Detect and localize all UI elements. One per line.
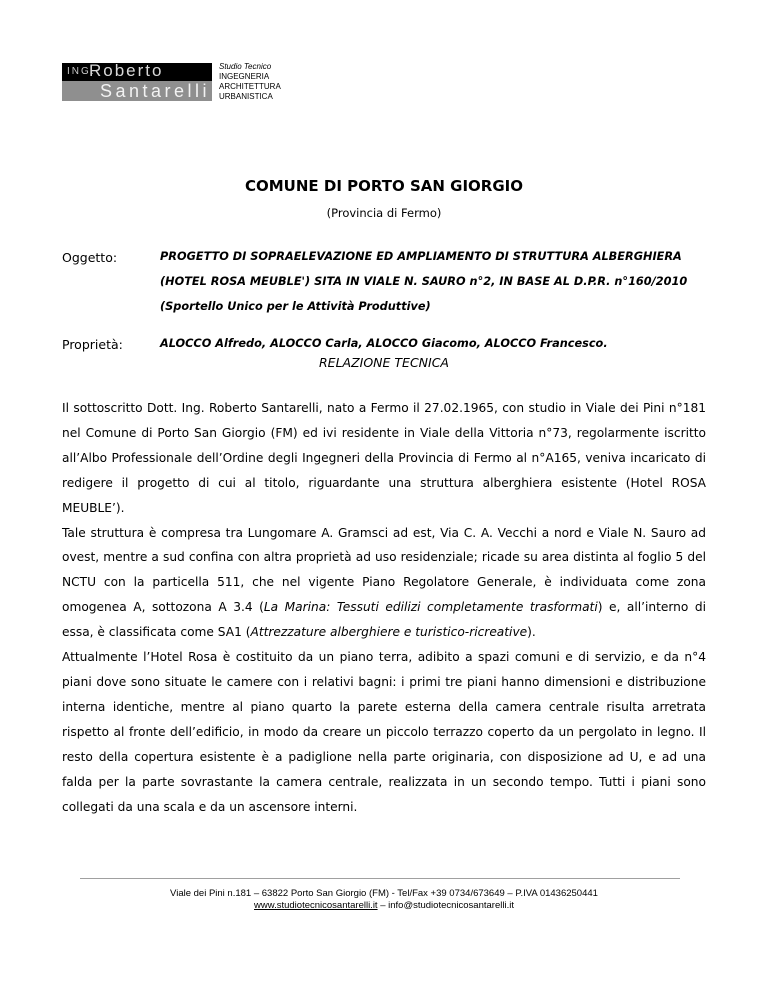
- oggetto-line: (HOTEL ROSA MEUBLE') SITA IN VIALE N. SAURO n°2, IN BASE AL D.P.R. n°160/2010: [160, 275, 688, 288]
- paragraph: Il sottoscritto Dott. Ing. Roberto Santarelli, nato a Fermo il 27.02.1965, con studio in Viale dei Pini n°181 nel Comune di Porto San Giorgio (FM) ed ivi residente in Viale della Vittoria n°73, regolarmente iscritto all’Albo Professionale dell’Ordine degli Ingegneri della Provincia di Fermo al n°A165, veniva incaricato di redigere il progetto di cui al titolo, riguardante una struttura alberghiera esistente (Hotel ROSA MEUBLE’).: [62, 401, 706, 515]
- oggetto-line: PROGETTO DI SOPRAELEVAZIONE ED AMPLIAMENTO DI STRUTTURA ALBERGHIERA: [160, 250, 682, 263]
- logo-first-name: Roberto: [89, 61, 164, 80]
- footer-contacts: [0, 900, 768, 912]
- company-logo: [62, 61, 212, 103]
- paragraph: Attualmente l’Hotel Rosa è costituito da un piano terra, adibito a spazi comuni e di servizio, e da n°4 piani dove sono situate le camere con i relativi bagni: i primi tre piani hanno dimensioni e distribuzione interna identiche, mentre al piano quarto la parete esterna della camera centrale risulta arretrata rispetto al fronte dell’edificio, in modo da creare un piccolo terrazzo coperto da un pergolato in legno. Il resto della copertura esistente è a padiglione nella parte originaria, con disposizione ad U, e ad una falda per la parte sovrastante la camera centrale, realizzata in un secondo tempo. Tutti i piani sono collegati da una scala e da un ascensore interni.: [62, 650, 706, 814]
- logo-last-name: Santarelli: [100, 81, 211, 101]
- section-title: RELAZIONE TECNICA: [319, 355, 449, 370]
- studio-tagline: [219, 62, 281, 102]
- proprieta-value: ALOCCO Alfredo, ALOCCO Carla, ALOCCO Giacomo, ALOCCO Francesco.: [160, 337, 608, 350]
- body-text: [62, 396, 706, 819]
- document-subtitle: (Provincia di Fermo): [326, 206, 442, 220]
- website-link[interactable]: www.studiotecnicosantarelli.it: [254, 900, 378, 911]
- studio-label: Studio Tecnico: [219, 62, 272, 71]
- oggetto-label: Oggetto:: [62, 250, 118, 265]
- footer-address: Viale dei Pini n.181 – 63822 Porto San Giorgio (FM) - Tel/Fax +39 0734/673649 – P.IVA 01436250441: [170, 888, 598, 899]
- logo-ing-text: ING.: [67, 66, 96, 77]
- studio-line-urbanism: URBANISTICA: [219, 92, 273, 101]
- paragraph: Tale struttura è compresa tra Lungomare A. Gramsci ad est, Via C. A. Vecchi a nord e Viale N. Sauro ad ovest, mentre a sud confina con altra proprietà ad uso residenziale; ricade su area distinta al foglio 5 del NCTU con la particella 511, che nel vigente Piano Regolatore Generale, è individuata come zona omogenea A, sottozona A 3.4 (La Marina: Tessuti edilizi completamente trasformati) e, all’interno di essa, è classificata come SA1 (Attrezzature alberghiere e turistico-ricreative).: [62, 525, 706, 640]
- footer-separator: –: [377, 900, 389, 911]
- oggetto-line: (Sportello Unico per le Attività Produttive): [160, 300, 431, 313]
- proprieta-label: Proprietà:: [62, 337, 123, 352]
- footer-divider: [80, 878, 680, 879]
- studio-line-engineering: INGEGNERIA: [219, 72, 270, 81]
- email-address: info@studiotecnicosantarelli.it: [388, 900, 514, 911]
- oggetto-text: [160, 244, 687, 319]
- footer: [0, 888, 768, 912]
- document-title: COMUNE DI PORTO SAN GIORGIO: [245, 177, 523, 195]
- studio-line-architecture: ARCHITETTURA: [219, 82, 281, 91]
